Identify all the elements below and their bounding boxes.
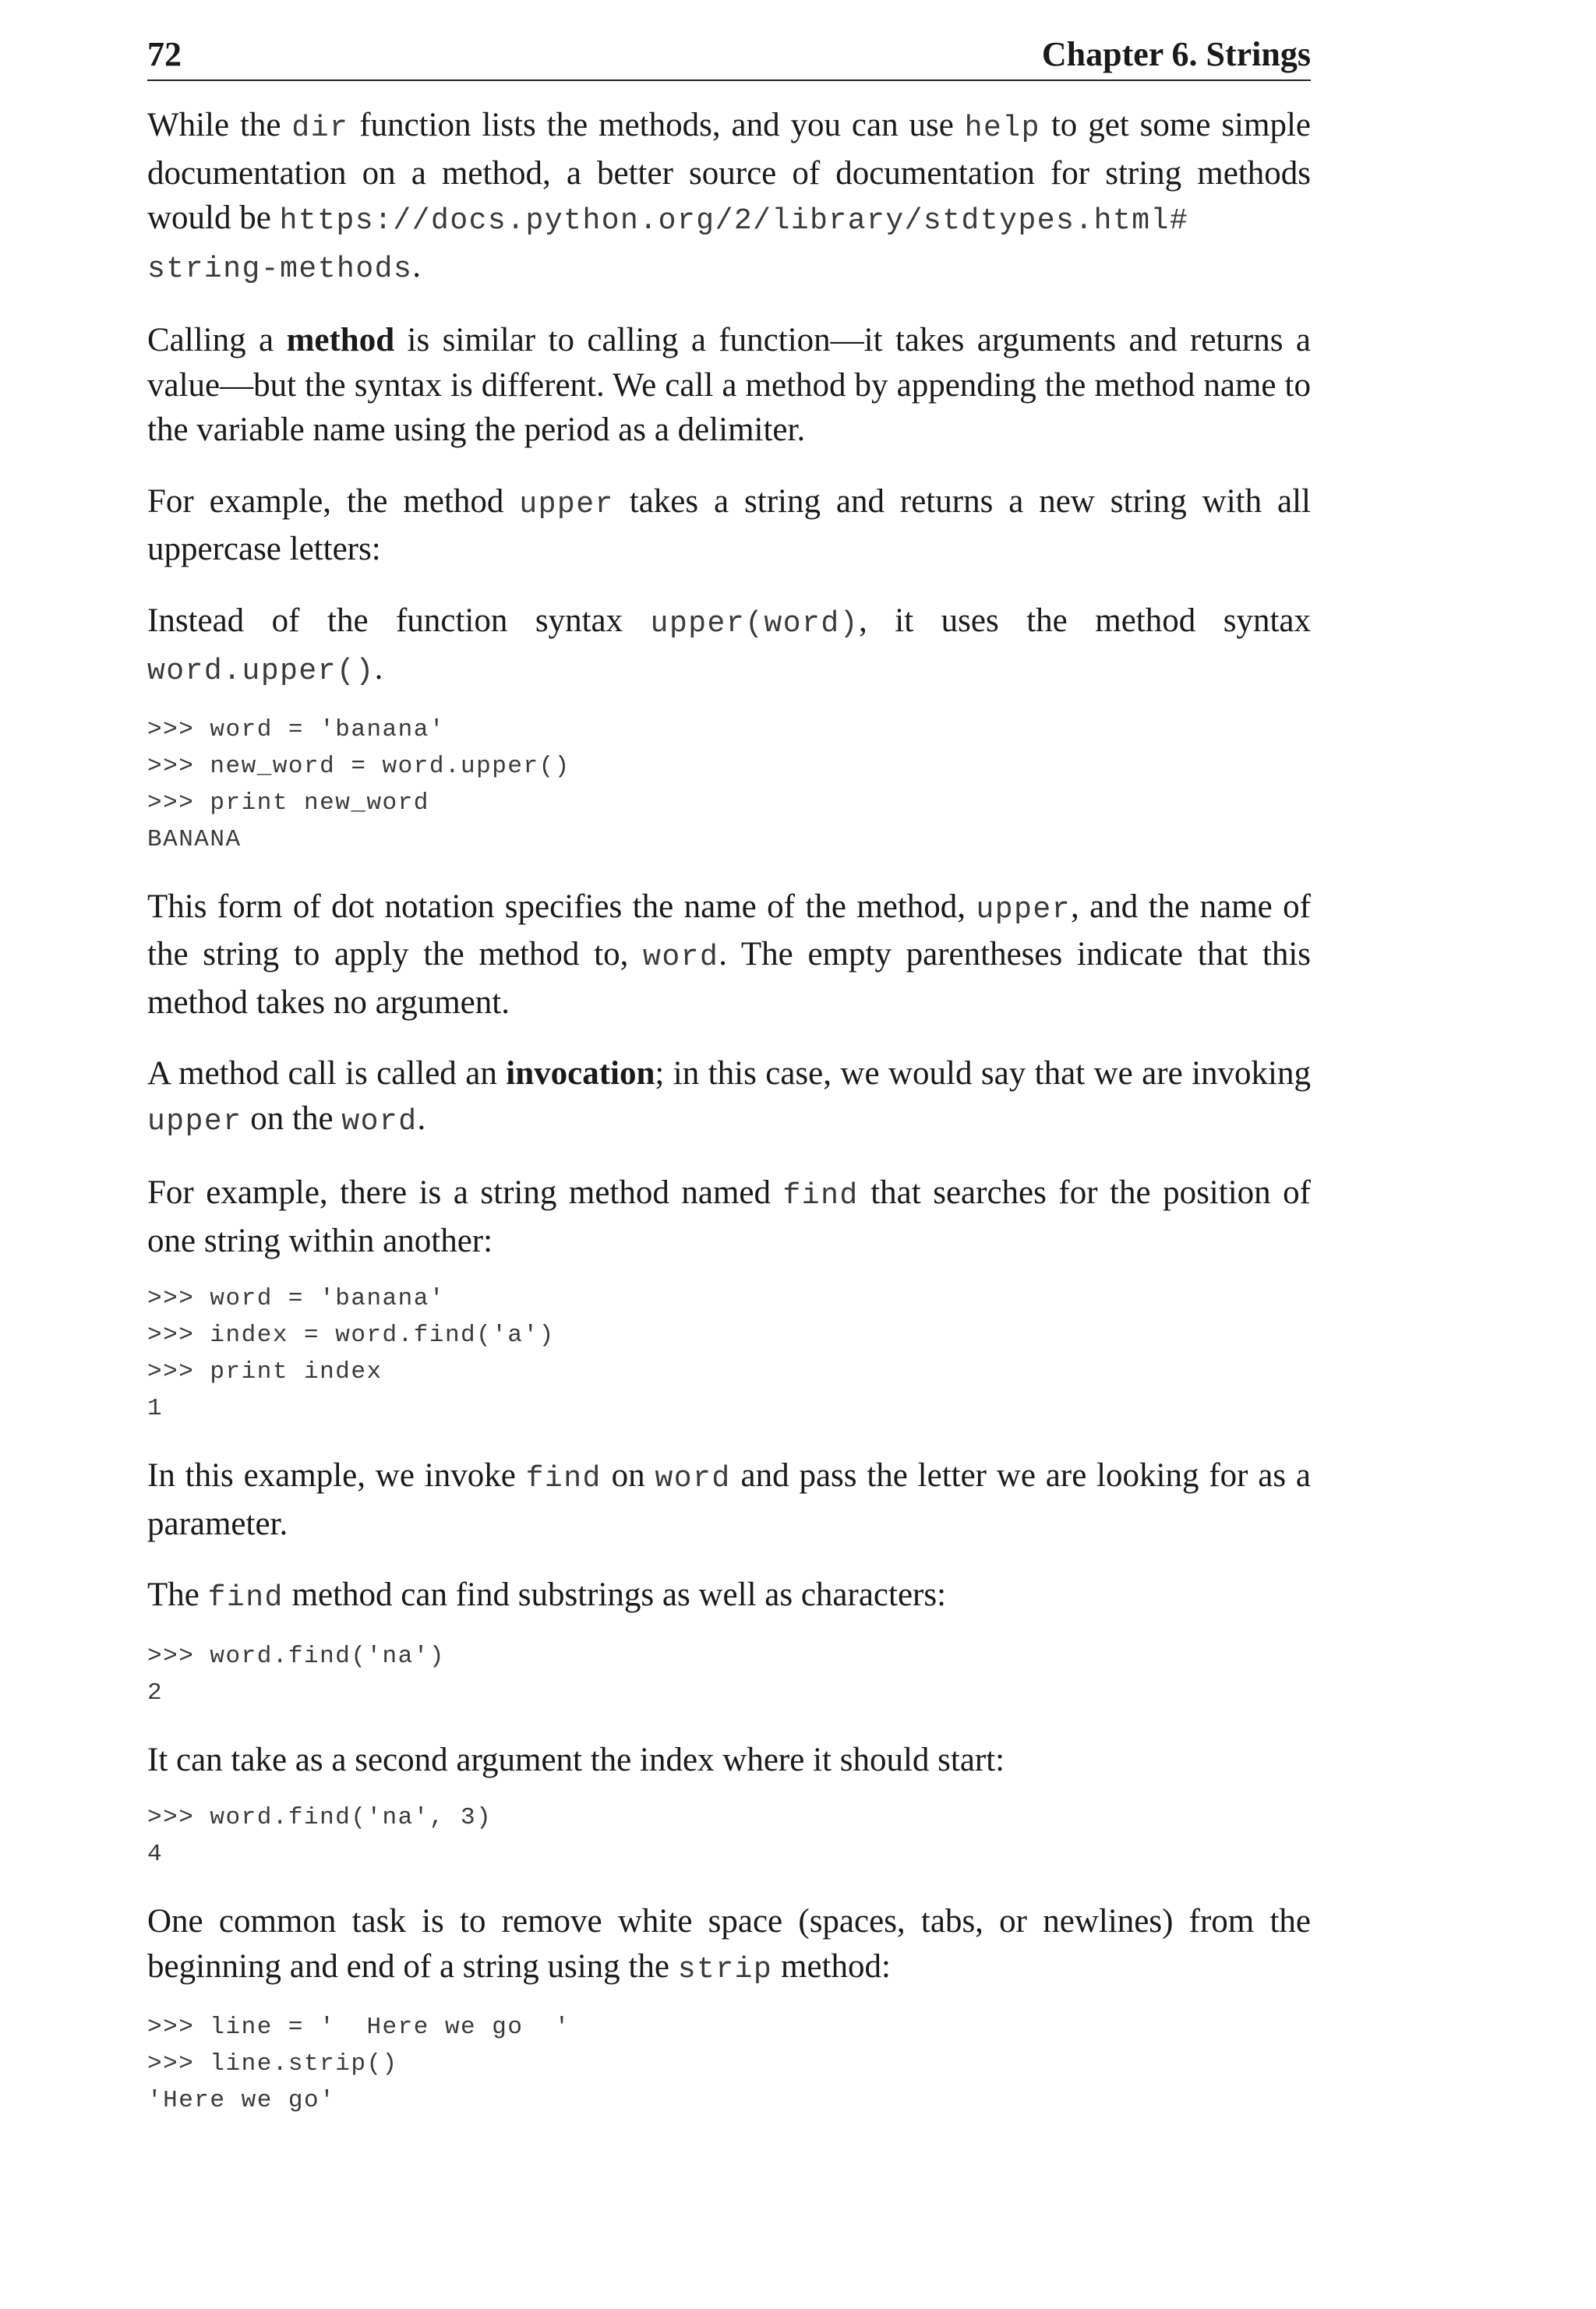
text: on the [242, 1100, 342, 1137]
code-line: >>> print index [147, 1358, 383, 1386]
text: method can find substrings as well as characters: [283, 1576, 947, 1613]
code-line: >>> index = word.find('a') [147, 1322, 555, 1349]
inline-code: upper [147, 1104, 242, 1139]
code-line: >>> new_word = word.upper() [147, 752, 570, 780]
term-method: method [286, 322, 395, 358]
code-line: >>> word.find('na') [147, 1642, 445, 1670]
paragraph-invocation [147, 1051, 1311, 1144]
inline-code: strip [677, 1952, 773, 1986]
inline-code: dir [291, 111, 349, 145]
inline-code: find [525, 1462, 602, 1495]
code-block-find-start [147, 1799, 1311, 1873]
inline-code: word [341, 1104, 418, 1139]
code-line: 'Here we go' [147, 2087, 336, 2114]
text: The [147, 1576, 208, 1613]
text: . [374, 650, 383, 687]
text: For example, the method [147, 482, 520, 520]
code-line: 1 [147, 1395, 164, 1422]
text: . [417, 1100, 426, 1137]
paragraph-find-substrings [147, 1573, 1311, 1621]
paragraph-method-definition [147, 318, 1311, 453]
text: ; in this case, we would say that we are invoking [655, 1055, 1311, 1092]
text: is similar to calling a function—it takes arguments and returns a value—but the syntax is different. We call a method by appending the method name to the variable name using the period as a delimiter. [147, 322, 1311, 448]
text: For example, there is a string method named [147, 1174, 783, 1211]
code-line: BANANA [147, 825, 242, 853]
inline-code: find [207, 1581, 284, 1615]
docs-link[interactable] [147, 204, 1188, 286]
text: , and the name of the string to apply the method to, [147, 888, 1311, 973]
text: Calling a [147, 322, 287, 358]
inline-code: upper [976, 892, 1072, 927]
paragraph-method-syntax [147, 598, 1311, 694]
text: method: [772, 1947, 891, 1985]
text: While the [147, 107, 292, 143]
inline-code: word.upper() [147, 655, 375, 688]
code-line: >>> line.strip() [147, 2050, 398, 2078]
text: , it uses the method syntax [858, 602, 1311, 639]
paragraph-dot-notation [147, 884, 1311, 1026]
paragraph-find-start [147, 1738, 1311, 1783]
paragraph-dir-help [147, 103, 1311, 291]
text: and pass the letter we are looking for as a parameter. [147, 1457, 1311, 1542]
inline-code: word [643, 941, 719, 974]
code-line: 2 [147, 1679, 164, 1707]
text: on [601, 1457, 655, 1494]
document-page [147, 31, 1311, 2145]
code-line: 4 [147, 1841, 164, 1868]
docs-link-part2[interactable]: string-methods [147, 252, 413, 286]
code-line: >>> print new_word [147, 789, 429, 817]
code-line: >>> word.find('na', 3) [147, 1804, 493, 1831]
code-block-upper [147, 711, 1311, 858]
running-header [147, 31, 1311, 81]
code-block-find [147, 1280, 1311, 1427]
text: . [412, 247, 422, 284]
code-line: >>> word = 'banana' [147, 1285, 445, 1312]
term-invocation: invocation [506, 1055, 655, 1092]
paragraph-find-intro [147, 1170, 1311, 1263]
inline-code: find [782, 1179, 859, 1213]
text: In this example, we invoke [147, 1457, 526, 1494]
code-block-find-substring [147, 1638, 1311, 1711]
text: A method call is called an [147, 1055, 507, 1092]
text: This form of dot notation specifies the name of the method, [147, 888, 976, 925]
paragraph-strip [147, 1899, 1311, 1992]
code-line: >>> line = ' Here we go ' [147, 2014, 570, 2041]
chapter-title: Chapter 6. Strings [1041, 35, 1311, 73]
code-line: >>> word = 'banana' [147, 715, 445, 743]
docs-link-part1[interactable]: https://docs.python.org/2/library/stdtypes.html# [279, 204, 1189, 238]
paragraph-upper-example [147, 479, 1311, 572]
text: One common task is to remove white space (spaces, tabs, or newlines) from the beginning and end of a string using the [147, 1903, 1311, 1985]
text: . The empty parentheses indicate that this method takes no argument. [147, 936, 1311, 1021]
text: function lists the methods, and you can use [348, 107, 965, 143]
inline-code: upper(word) [650, 606, 859, 641]
inline-code: help [964, 111, 1040, 145]
text: It can take as a second argument the index where it should start: [147, 1741, 1005, 1778]
inline-code: upper [519, 487, 614, 521]
paragraph-invoke-find [147, 1453, 1311, 1546]
text: to get some simple documentation on a method, a better source of documentation for string methods would be [147, 107, 1311, 236]
inline-code: word [655, 1462, 731, 1495]
page-number: 72 [147, 35, 182, 73]
code-block-strip [147, 2009, 1311, 2119]
text: that searches for the position of one string within another: [147, 1174, 1311, 1259]
text: Instead of the function syntax [147, 602, 651, 639]
text: takes a string and returns a new string with all uppercase letters: [147, 482, 1311, 567]
